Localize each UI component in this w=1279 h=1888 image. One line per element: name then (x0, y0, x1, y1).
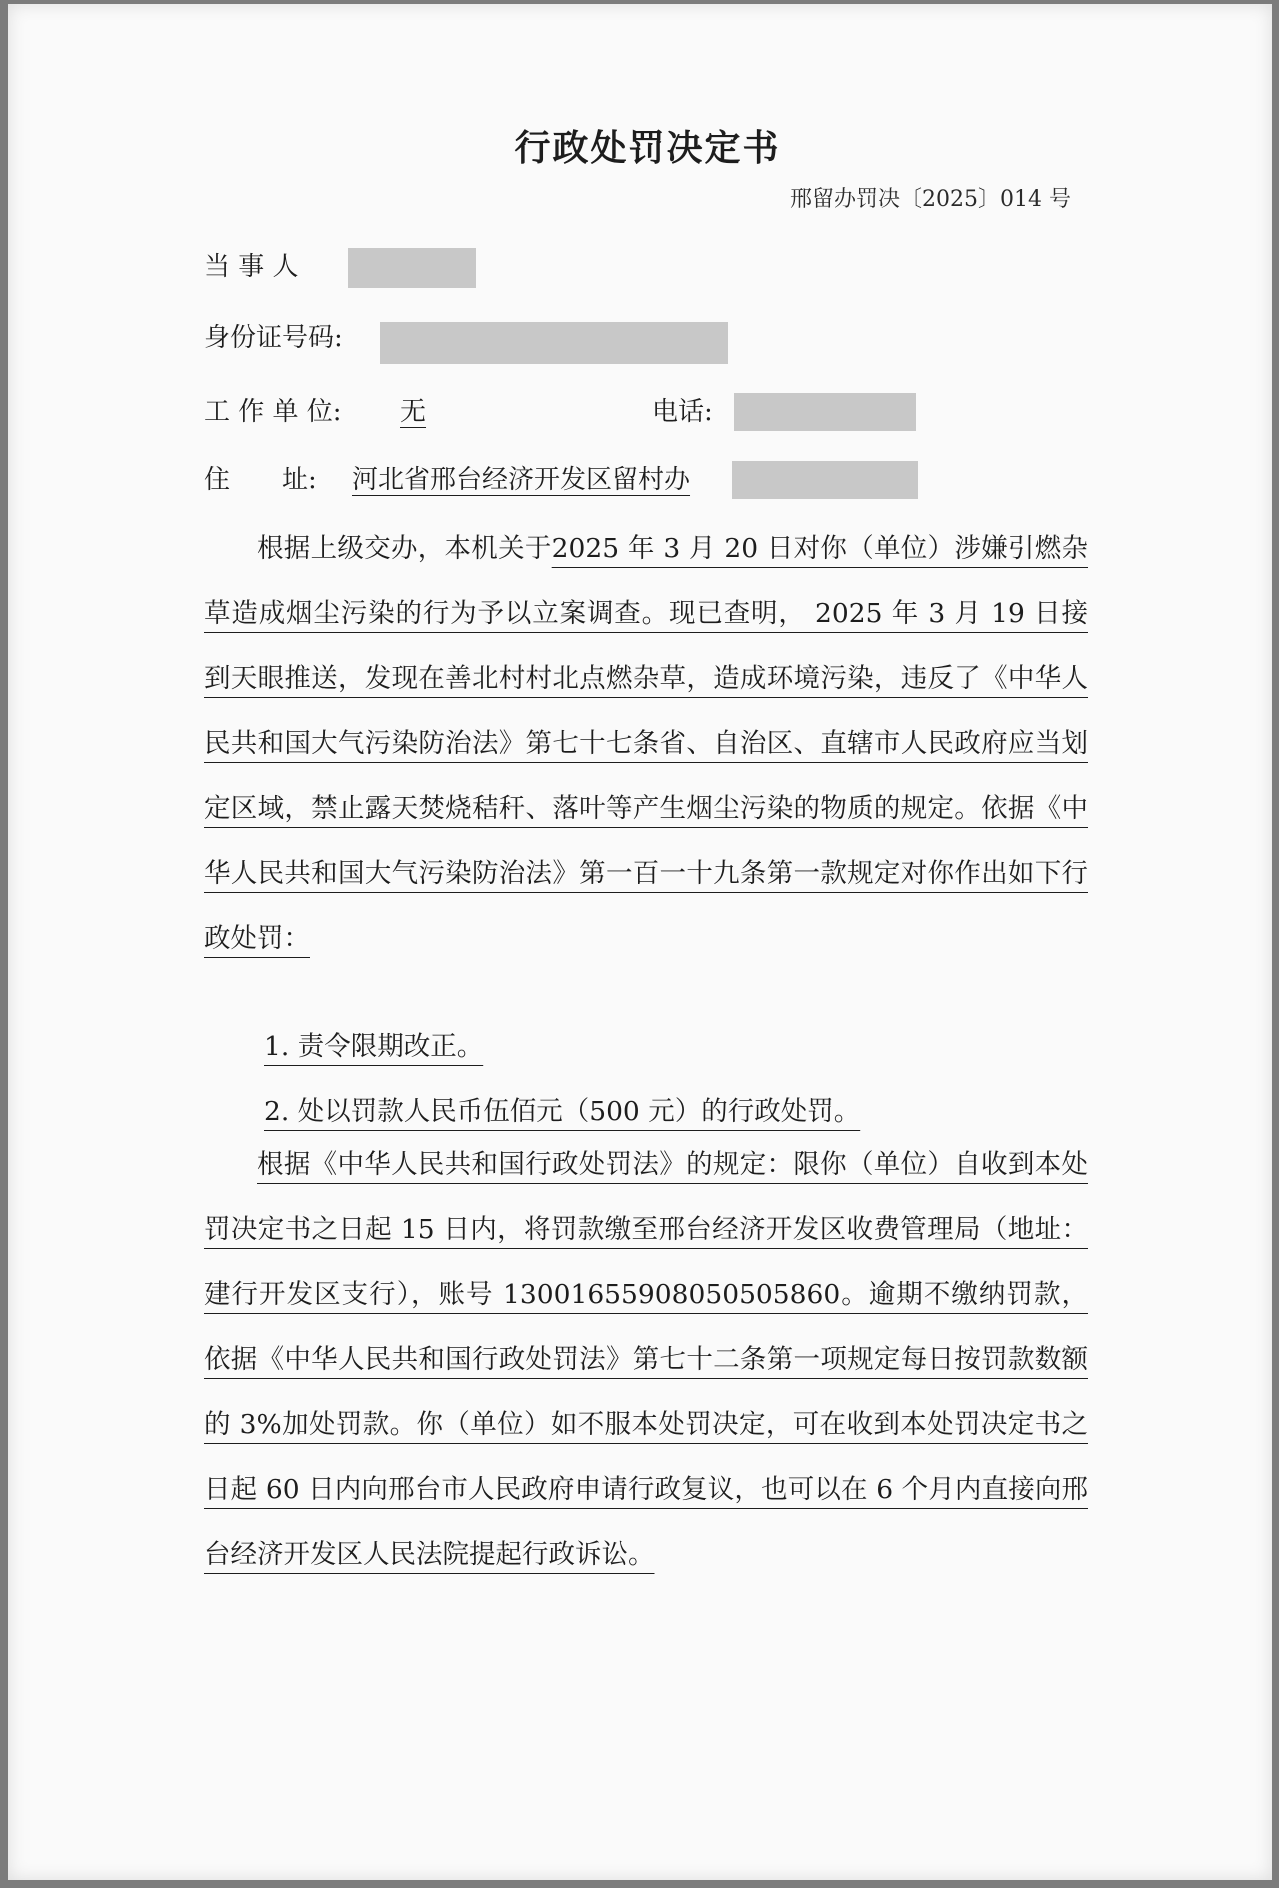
penalty-item-2-text: 2. 处以罚款人民币伍佰元（500 元）的行政处罚。 (264, 1096, 861, 1127)
redacted-id-number (380, 322, 728, 364)
investigation-paragraph-prefix: 根据上级交办，本机关于 (257, 533, 552, 564)
document-page (8, 4, 1272, 1880)
redacted-party-name (348, 248, 476, 288)
redacted-address-detail (732, 461, 918, 499)
penalty-item-1-text: 1. 责令限期改正。 (264, 1031, 484, 1062)
address-label: 住 址: (204, 465, 317, 495)
penalty-item-1 (264, 1027, 483, 1067)
investigation-paragraph-body: 2025 年 3 月 20 日对你（单位）涉嫌引燃杂草造成烟尘污染的行为予以立案调查。现已查明， 2025 年 3 月 19 日接到天眼推送，发现在善北村村北点燃杂草，造成环境污染，违反了《中华人民共和国大气污染防治法》第七十七条省、自治区、直辖市人民政府应当划定区域，禁止露天焚烧秸秆、落叶等产生烟尘污染的物质的规定。依据《中华人民共和国大气污染防治法》第一百一十九条第一款规定对你作出如下行政处罚： (204, 533, 1088, 954)
payment-and-appeal-paragraph (204, 1132, 1088, 1587)
id-number-label: 身份证号码: (204, 323, 343, 353)
phone-label: 电话: (652, 397, 713, 427)
redacted-phone (734, 393, 916, 431)
penalty-item-2 (264, 1092, 860, 1132)
employer-label: 工 作 单 位: (204, 397, 342, 427)
payment-and-appeal-text: 根据《中华人民共和国行政处罚法》的规定：限你（单位）自收到本处罚决定书之日起 15 日内，将罚款缴至邢台经济开发区收费管理局（地址：建行开发区支行），账号 13001655908050505860。逾期不缴纳罚款，依据《中华人民共和国行政处罚法》第七十二条第一项规定每日按罚款数额的 3%加处罚款。你（单位）如不服本处罚决定，可在收到本处罚决定书之日起 60 日内向邢台市人民政府申请行政复议，也可以在 6 个月内直接向邢台经济开发区人民法院提起行政诉讼。 (204, 1149, 1088, 1570)
address-value: 河北省邢台经济开发区留村办 (352, 465, 691, 495)
party-name-label: 当 事 人 (204, 252, 299, 282)
document-title: 行政处罚决定书 (514, 128, 781, 169)
document-number: 邢留办罚决〔2025〕014 号 (790, 187, 1071, 212)
investigation-paragraph (204, 516, 1088, 971)
employer-value: 无 (400, 397, 427, 427)
